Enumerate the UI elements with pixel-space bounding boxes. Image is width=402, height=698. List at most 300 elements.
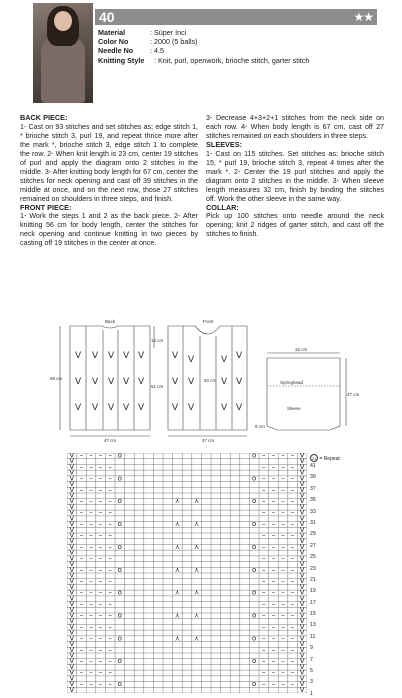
- chart-symbol: –: [262, 600, 266, 609]
- chart-symbol: –: [108, 531, 112, 540]
- chart-symbol: –: [98, 600, 103, 609]
- chart-symbol: –: [98, 554, 103, 563]
- chart-symbol: –: [281, 531, 285, 540]
- chart-symbol: V: [299, 611, 305, 620]
- sleeve-label: Sleeve: [287, 406, 301, 411]
- row-number: 25: [310, 554, 316, 561]
- chart-symbol: o: [252, 542, 257, 551]
- chart-symbol: –: [89, 485, 93, 494]
- chart-symbol: –: [271, 462, 276, 471]
- chart-symbol: –: [262, 485, 266, 494]
- chart-symbol: –: [271, 531, 276, 540]
- chart-symbol: –: [290, 634, 295, 643]
- chart-symbol: –: [89, 611, 93, 620]
- chart-symbol: –: [89, 508, 93, 517]
- chart-symbol: ⋏: [194, 520, 200, 529]
- chart-symbol: –: [262, 520, 266, 529]
- chart-symbol: –: [271, 588, 276, 597]
- chart-symbol: V: [299, 542, 305, 551]
- chart-symbol: V: [69, 634, 75, 643]
- chart-symbol: V: [299, 520, 305, 529]
- chart-symbol: –: [79, 634, 84, 643]
- row-number: 9: [310, 645, 313, 652]
- chart-symbol: V: [69, 628, 75, 637]
- chart-symbol: –: [281, 668, 285, 677]
- chart-symbol: –: [290, 611, 295, 620]
- chart-symbol: o: [117, 611, 122, 620]
- chart-symbol: –: [108, 474, 112, 483]
- brioche-v-mark: V: [123, 351, 130, 361]
- chart-symbol: o: [117, 588, 122, 597]
- chart-symbol: –: [262, 680, 266, 689]
- chart-symbol: –: [271, 657, 276, 666]
- brioche-v-mark: V: [75, 377, 82, 387]
- brioche-v-mark: V: [236, 377, 243, 387]
- chart-symbol: V: [69, 611, 75, 620]
- chart-symbol: –: [79, 645, 84, 654]
- brioche-v-mark: V: [92, 403, 99, 413]
- sleeves-body: 1- Cast on 115 stitches. Set stitches as; brioche stitch 15, * purl 19, brioche stitch 3, repeat 4 times after the mark *. 2- Center the 19 purl stitches and apply the diagram onto 2 stitches in the middle. 3- When sleeve length measures 32 cm, finish by binding the stitches off. Work the other sleeve in the same way.: [206, 149, 384, 203]
- chart-symbol: –: [262, 508, 266, 517]
- brioche-v-mark: V: [75, 403, 82, 413]
- chart-symbol: V: [299, 582, 305, 591]
- chart-symbol: –: [89, 453, 93, 460]
- chart-symbol: V: [299, 605, 305, 614]
- chart-symbol: –: [98, 520, 103, 529]
- chart-symbol: V: [299, 508, 305, 517]
- chart-symbol: –: [79, 565, 84, 574]
- chart-symbol: V: [69, 520, 75, 529]
- chart-symbol: –: [98, 542, 103, 551]
- chart-symbol: V: [69, 468, 75, 477]
- chart-symbol: V: [69, 685, 75, 693]
- pattern-header-bar: [95, 9, 377, 25]
- chart-symbol: –: [262, 462, 266, 471]
- chart-symbol: –: [108, 453, 112, 460]
- chart-symbol: –: [271, 554, 276, 563]
- chart-symbol: –: [262, 657, 266, 666]
- chart-symbol: V: [69, 491, 75, 500]
- chart-symbol: –: [271, 680, 276, 689]
- chart-symbol: ⋏: [174, 542, 180, 551]
- chart-symbol: –: [79, 508, 84, 517]
- chart-symbol: –: [108, 657, 112, 666]
- chart-symbol: –: [108, 645, 112, 654]
- chart-symbol: –: [79, 554, 84, 563]
- chart-symbol: o: [252, 588, 257, 597]
- chart-symbol: –: [108, 668, 112, 677]
- row-number: 27: [310, 542, 316, 549]
- chart-symbol: –: [89, 645, 93, 654]
- chart-symbol: –: [89, 668, 93, 677]
- chart-symbol: V: [299, 560, 305, 569]
- chart-symbol: o: [252, 657, 257, 666]
- chart-symbol: V: [69, 480, 75, 489]
- brioche-v-mark: V: [108, 403, 115, 413]
- chart-symbol: –: [290, 577, 295, 586]
- chart-symbol: V: [299, 502, 305, 511]
- chart-symbol: –: [79, 622, 84, 631]
- chart-symbol: –: [290, 657, 295, 666]
- chart-symbol: –: [108, 520, 112, 529]
- chart-symbol: V: [299, 565, 305, 574]
- chart-symbol: ⋏: [194, 497, 200, 506]
- chart-symbol: V: [69, 508, 75, 517]
- chart-symbol: –: [108, 600, 112, 609]
- chart-symbol: –: [281, 611, 285, 620]
- chart-symbol: –: [98, 462, 103, 471]
- front-piece-title: FRONT PIECE:: [20, 202, 72, 212]
- chart-symbol: –: [271, 508, 276, 517]
- chart-symbol: –: [98, 588, 103, 597]
- chart-symbol: –: [290, 542, 295, 551]
- chart-symbol: –: [89, 520, 93, 529]
- chart-row-numbers: [310, 463, 324, 698]
- chart-symbol: –: [262, 588, 266, 597]
- chart-symbol: –: [79, 485, 84, 494]
- chart-symbol: –: [108, 565, 112, 574]
- chart-symbol: –: [281, 520, 285, 529]
- chart-symbol: –: [79, 520, 84, 529]
- chart-symbol: –: [98, 657, 103, 666]
- chart-symbol: –: [108, 577, 112, 586]
- chart-symbol: V: [69, 502, 75, 511]
- chart-symbol: V: [69, 462, 75, 471]
- chart-symbol: –: [79, 531, 84, 540]
- right-column-section: [206, 114, 384, 239]
- chart-symbol: –: [271, 565, 276, 574]
- chart-symbol: –: [79, 453, 84, 460]
- row-number: 33: [310, 508, 316, 515]
- chart-symbol: V: [69, 657, 75, 666]
- chart-symbol: o: [117, 474, 122, 483]
- chart-symbol: –: [79, 611, 84, 620]
- row-number: 3: [310, 679, 313, 686]
- chart-symbol: –: [262, 542, 266, 551]
- chart-symbol: –: [89, 634, 93, 643]
- chart-symbol: –: [290, 474, 295, 483]
- chart-symbol: o: [117, 657, 122, 666]
- brioche-v-mark: V: [221, 403, 228, 413]
- chart-symbol: –: [108, 611, 112, 620]
- chart-symbol: –: [89, 622, 93, 631]
- front-inner-length: 50 cm: [204, 378, 217, 383]
- brioche-v-mark: V: [172, 377, 179, 387]
- chart-symbol: –: [281, 645, 285, 654]
- chart-symbol: V: [299, 662, 305, 671]
- chart-symbol: –: [262, 668, 266, 677]
- chart-symbol: –: [271, 474, 276, 483]
- row-number: 15: [310, 611, 316, 618]
- chart-symbol: –: [290, 668, 295, 677]
- chart-symbol: V: [69, 640, 75, 649]
- sleeve-cuff: 9 cm: [255, 424, 265, 429]
- chart-symbol: V: [299, 634, 305, 643]
- chart-symbol: V: [299, 497, 305, 506]
- chart-symbol: –: [98, 577, 103, 586]
- chart-symbol: –: [281, 622, 285, 631]
- chart-symbol: V: [69, 497, 75, 506]
- chart-symbol: o: [252, 497, 257, 506]
- chart-symbol: V: [299, 657, 305, 666]
- chart-symbol: –: [281, 600, 285, 609]
- chart-symbol: V: [299, 640, 305, 649]
- chart-symbol: V: [299, 491, 305, 500]
- chart-symbol: –: [89, 542, 93, 551]
- front-piece-body: 1- Work the steps 1 and 2 as the back piece. 2- After knitting 56 cm for body length, center the stitches for neck opening and continue knitting in two pieces by casting off 19 stitches in the center at once.: [20, 212, 198, 248]
- chart-symbol: –: [281, 462, 285, 471]
- chart-symbol: V: [69, 577, 75, 586]
- chart-symbol: –: [98, 531, 103, 540]
- chart-symbol: –: [271, 520, 276, 529]
- row-number: 39: [310, 474, 316, 481]
- chart-symbol: ⋏: [194, 634, 200, 643]
- chart-symbol: –: [262, 453, 266, 460]
- back-piece-title: BACK PIECE:: [20, 113, 68, 122]
- chart-symbol: –: [290, 485, 295, 494]
- chart-symbol: V: [299, 645, 305, 654]
- chart-symbol: V: [299, 554, 305, 563]
- chart-symbol: –: [281, 577, 285, 586]
- chart-symbol: –: [108, 497, 112, 506]
- chart-symbol: V: [69, 651, 75, 660]
- chart-symbol: ⋏: [174, 565, 180, 574]
- chart-symbol: –: [79, 668, 84, 677]
- chart-symbol: –: [98, 634, 103, 643]
- chart-symbol: V: [69, 582, 75, 591]
- back-piece-body: 1- Cast on 93 stitches and set stitches as; edge stitch 1, * brioche stitch 3, purl 19, and repeat thrice more after the mark *, brioche stitch 3, edge stitch 1 to complete the row. 2- When knit length is 23 cm, center 19 stitches of purl and apply the diagram onto 2 stitches in the middle. 3- After knitting body length for 67 cm, center the stitches for neck opening and cast off 39 stitches in the middle at once, and on the next row, those 27 stitches remained on shoulders in three steps, and finish.: [20, 122, 198, 203]
- chart-symbol: V: [69, 560, 75, 569]
- chart-symbol: –: [281, 588, 285, 597]
- brioche-v-mark: V: [138, 351, 145, 361]
- chart-symbol: –: [89, 680, 93, 689]
- chart-symbol: –: [262, 622, 266, 631]
- chart-symbol: –: [98, 474, 103, 483]
- difficulty-stars: ★★: [353, 10, 373, 24]
- row-number: 29: [310, 531, 316, 538]
- body-length: 68 cm: [50, 376, 63, 381]
- chart-symbol: –: [79, 577, 84, 586]
- chart-symbol: –: [108, 680, 112, 689]
- chart-symbol: V: [69, 674, 75, 683]
- chart-symbol: o: [117, 634, 122, 643]
- chart-symbol: –: [89, 497, 93, 506]
- chart-symbol: o: [117, 542, 122, 551]
- chart-symbol: –: [271, 453, 276, 460]
- brioche-v-mark: V: [188, 403, 195, 413]
- chart-symbol: –: [281, 542, 285, 551]
- chart-symbol: –: [108, 554, 112, 563]
- chart-symbol: –: [98, 453, 103, 460]
- chart-symbol: V: [299, 531, 305, 540]
- chart-symbol: ⋏: [174, 497, 180, 506]
- chart-symbol: V: [69, 668, 75, 677]
- chart-symbol: –: [271, 611, 276, 620]
- back-width: 47 cm: [103, 438, 117, 443]
- chart-symbol: V: [69, 600, 75, 609]
- chart-symbol: –: [79, 588, 84, 597]
- chart-symbol: –: [271, 542, 276, 551]
- chart-symbol: V: [299, 594, 305, 603]
- chart-symbol: V: [299, 588, 305, 597]
- back-neck-depth: 16 cm: [151, 338, 164, 343]
- row-number: 23: [310, 565, 316, 572]
- chart-symbol: V: [299, 680, 305, 689]
- brioche-v-mark: V: [75, 351, 82, 361]
- chart-symbol: V: [299, 571, 305, 580]
- chart-symbol: o: [252, 453, 257, 460]
- sleeve-seam-label: Springhead: [280, 380, 304, 385]
- sleeve-top-width: 32 cm: [295, 347, 308, 352]
- chart-symbol: V: [69, 554, 75, 563]
- chart-symbol: ⋏: [194, 611, 200, 620]
- chart-symbol: –: [290, 554, 295, 563]
- chart-symbol: V: [299, 462, 305, 471]
- chart-symbol: o: [117, 565, 122, 574]
- chart-symbol: –: [79, 600, 84, 609]
- chart-symbol: –: [108, 588, 112, 597]
- chart-symbol: V: [299, 548, 305, 557]
- chart-symbol: –: [108, 542, 112, 551]
- chart-symbol: –: [98, 565, 103, 574]
- chart-symbol: V: [69, 662, 75, 671]
- chart-symbol: –: [281, 453, 285, 460]
- collar-title: COLLAR:: [206, 202, 239, 212]
- chart-symbol: –: [98, 485, 103, 494]
- chart-symbol: –: [290, 565, 295, 574]
- stitch-chart: [67, 453, 307, 693]
- chart-symbol: –: [281, 634, 285, 643]
- chart-symbol: –: [271, 485, 276, 494]
- chart-symbol: –: [290, 520, 295, 529]
- row-number: 31: [310, 519, 316, 526]
- chart-symbol: –: [271, 645, 276, 654]
- chart-symbol: ⋏: [194, 565, 200, 574]
- chart-symbol: –: [98, 497, 103, 506]
- chart-symbol: o: [252, 520, 257, 529]
- brioche-v-mark: V: [92, 351, 99, 361]
- back-piece-section: [20, 114, 198, 248]
- chart-symbol: –: [89, 600, 93, 609]
- chart-symbol: V: [299, 577, 305, 586]
- chart-symbol: –: [290, 497, 295, 506]
- chart-symbol: –: [79, 474, 84, 483]
- chart-symbol: V: [299, 525, 305, 534]
- chart-symbol: o: [117, 497, 122, 506]
- chart-symbol: V: [299, 674, 305, 683]
- chart-symbol: –: [290, 600, 295, 609]
- sleeve-length: 47 cm: [347, 392, 360, 397]
- chart-symbol: –: [290, 531, 295, 540]
- chart-symbol: –: [271, 577, 276, 586]
- chart-symbol: –: [98, 611, 103, 620]
- chart-symbol: –: [79, 497, 84, 506]
- chart-symbol: o: [117, 453, 122, 460]
- chart-symbol: ⋏: [174, 520, 180, 529]
- chart-symbol: V: [69, 588, 75, 597]
- chart-symbol: V: [69, 457, 75, 466]
- chart-symbol: –: [108, 508, 112, 517]
- chart-symbol: –: [281, 565, 285, 574]
- collar-body: Pick up 100 stitches onto needle around the neck opening; knit 2 ridges of garter stitch, and cast off the stitches to finish.: [206, 212, 384, 239]
- chart-symbol: o: [252, 565, 257, 574]
- brioche-v-mark: V: [123, 377, 130, 387]
- repeat-legend-text: = Repeat: [319, 456, 340, 462]
- chart-symbol: V: [299, 685, 305, 693]
- chart-symbol: V: [299, 628, 305, 637]
- chart-symbol: –: [98, 622, 103, 631]
- chart-symbol: ⋏: [194, 588, 200, 597]
- chart-symbol: –: [290, 462, 295, 471]
- chart-symbol: V: [69, 474, 75, 483]
- chart-symbol: V: [69, 548, 75, 557]
- chart-symbol: o: [252, 634, 257, 643]
- brioche-v-mark: V: [221, 355, 228, 365]
- brioche-v-mark: V: [236, 403, 243, 413]
- brioche-v-mark: V: [172, 351, 179, 361]
- chart-symbol: V: [299, 622, 305, 631]
- row-number: 17: [310, 599, 316, 606]
- chart-symbol: –: [98, 680, 103, 689]
- model-photo: [33, 3, 93, 103]
- chart-symbol: –: [108, 462, 112, 471]
- chart-symbol: –: [281, 474, 285, 483]
- chart-symbol: –: [281, 485, 285, 494]
- brioche-v-mark: V: [108, 351, 115, 361]
- brioche-v-mark: V: [123, 403, 130, 413]
- chart-symbol: o: [252, 474, 257, 483]
- chart-legend: [310, 454, 340, 462]
- chart-symbol: –: [262, 645, 266, 654]
- chart-symbol: V: [69, 565, 75, 574]
- chart-symbol: –: [271, 600, 276, 609]
- chart-symbol: –: [98, 645, 103, 654]
- chart-symbol: V: [299, 480, 305, 489]
- chart-symbol: –: [262, 634, 266, 643]
- pattern-number: 40: [99, 9, 115, 25]
- row-number: 21: [310, 576, 316, 583]
- chart-symbol: –: [262, 497, 266, 506]
- row-number: 35: [310, 497, 316, 504]
- chart-symbol: ⋏: [194, 542, 200, 551]
- chart-symbol: V: [299, 468, 305, 477]
- chart-symbol: –: [281, 554, 285, 563]
- chart-symbol: V: [299, 668, 305, 677]
- chart-symbol: –: [262, 474, 266, 483]
- row-number: 5: [310, 668, 313, 675]
- brioche-v-mark: V: [188, 355, 195, 365]
- chart-symbol: –: [290, 680, 295, 689]
- chart-symbol: –: [89, 474, 93, 483]
- chart-symbol: V: [299, 514, 305, 523]
- brioche-v-mark: V: [236, 351, 243, 361]
- chart-symbol: –: [262, 577, 266, 586]
- chart-symbol: –: [290, 453, 295, 460]
- chart-symbol: –: [89, 588, 93, 597]
- chart-symbol: V: [69, 680, 75, 689]
- brioche-v-mark: V: [138, 403, 145, 413]
- chart-symbol: ⋏: [174, 634, 180, 643]
- brioche-v-mark: V: [92, 377, 99, 387]
- chart-symbol: –: [290, 622, 295, 631]
- chart-symbol: V: [69, 537, 75, 546]
- chart-symbol: –: [262, 531, 266, 540]
- row-number: 1: [310, 690, 313, 697]
- chart-symbol: –: [290, 588, 295, 597]
- front-width: 47 cm: [201, 438, 215, 443]
- chart-symbol: V: [69, 571, 75, 580]
- chart-symbol: –: [89, 462, 93, 471]
